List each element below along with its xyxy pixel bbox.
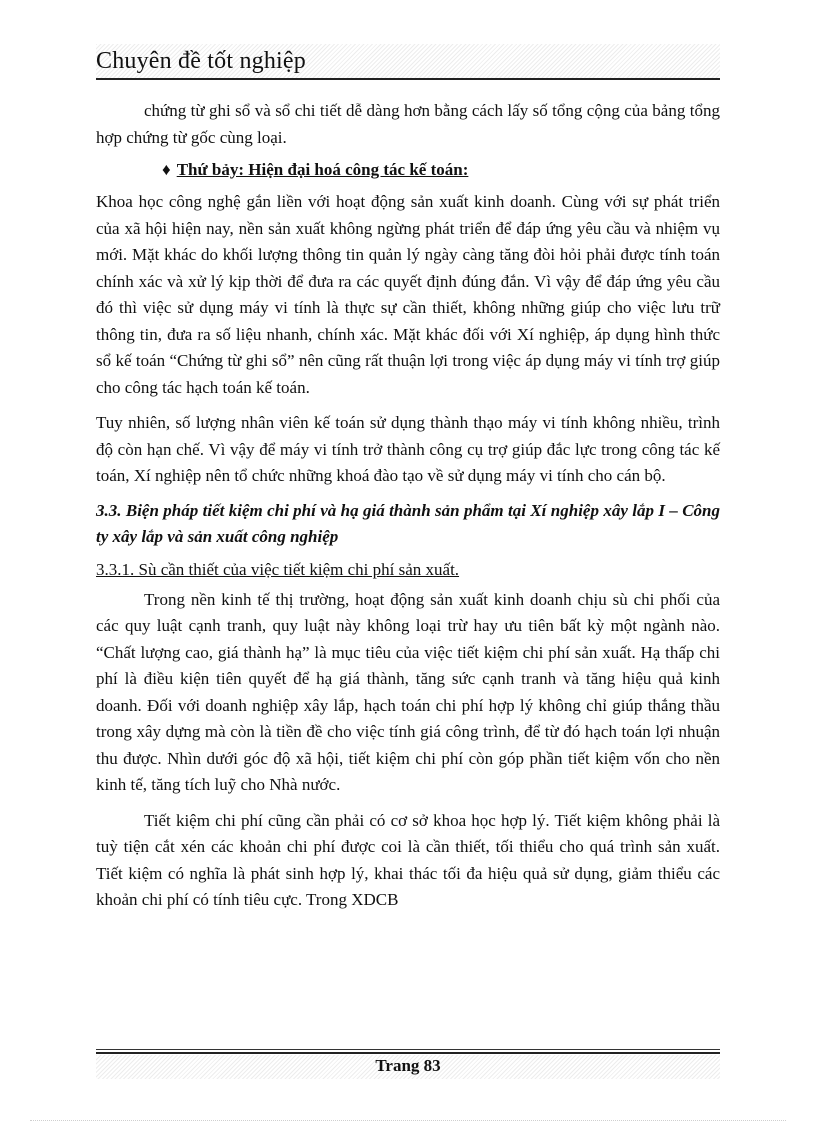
bullet-heading-text: Thứ bảy: Hiện đại hoá công tác kế toán:	[176, 160, 469, 179]
paragraph-5: Tiết kiệm chi phí cũng cần phải có cơ sở khoa học hợp lý. Tiết kiệm không phải là tuỳ tiện cắt xén các khoản chi phí được coi là cần thiết, tối thiểu cho quá trình sản xuất. Tiết kiệm có nghĩa là phát sinh hợp lý, khai thác tối đa hiệu quả sử dụng, giảm thiểu các khoản chi phí có tính tiêu cực. Trong XDCB	[96, 810, 720, 909]
page-header	[96, 44, 720, 80]
paragraph-2: Khoa học công nghệ gắn liền với hoạt động sản xuất kinh doanh. Cùng với sự phát triển của xã hội hiện nay, nền sản xuất không ngừng phát triển để đáp ứng yêu cầu và nhiệm vụ mới. Mặt khác do khối lượng thông tin quản lý ngày càng tăng đòi hỏi phải được tính toán chính xác và xử lý kịp thời để đưa ra các quyết định đúng đắn. Vì vậy để đáp ứng yêu cầu đó thì việc sử dụng máy vi tính là thực sự cần thiết, không những giúp cho việc lưu trữ thông tin, đưa ra số liệu nhanh, chính xác. Mặt khác đối với Xí nghiệp, áp dụng hình thức sổ kế toán “Chứng từ ghi sổ” nên cũng rất thuận lợi trong việc áp dụng máy vi tính trợ giúp cho công tác hạch toán kế toán.	[96, 192, 720, 397]
bullet-heading	[96, 157, 720, 183]
diamond-bullet-icon: ♦	[162, 160, 171, 179]
paragraph-3: Tuy nhiên, số lượng nhân viên kế toán sử dụng thành thạo máy vi tính không nhiều, trình độ còn hạn chế. Vì vậy để máy vi tính trở thành công cụ trợ giúp đắc lực trong công tác kế toán, Xí nghiệp nên tổ chức những khoá đào tạo về sử dụng máy vi tính cho cán bộ.	[96, 413, 720, 485]
page-footer	[96, 1055, 720, 1079]
footer-rule-thick	[96, 1052, 720, 1054]
paragraph-1: chứng từ ghi sổ và sổ chi tiết dễ dàng hơn bằng cách lấy số tổng cộng của bảng tổng hợp chứng từ gốc cùng loại.	[96, 101, 720, 147]
subsection-heading	[96, 557, 720, 583]
footer-rule-thin	[96, 1049, 720, 1050]
header-title: Chuyên đề tốt nghiệp	[96, 48, 306, 74]
section-heading: 3.3. Biện pháp tiết kiệm chi phí và hạ giá thành sản phẩm tại Xí nghiệp xây lắp I – Công ty xây lắp và sản xuất công nghiệp	[96, 500, 720, 546]
paragraph-4: Trong nền kinh tế thị trường, hoạt động sản xuất kinh doanh chịu sù chi phối của các quy luật cạnh tranh, quy luật này không loại trừ hay ưu tiên bất kỳ một ngành nào. “Chất lượng cao, giá thành hạ” là mục tiêu của việc tiết kiệm chi phí sản xuất. Hạ thấp chi phí là điều kiện tiên quyết để hạ giá thành, tăng sức cạnh tranh và tăng hiệu quả kinh doanh. Đối với doanh nghiệp xây lắp, hạch toán chi phí hợp lý không chỉ giúp thắng thầu trong xây dựng mà còn là tiền đề cho việc tính giá công trình, để từ đó hạch toán lợi nhuận thu được. Nhìn dưới góc độ xã hội, tiết kiệm chi phí còn góp phần tiết kiệm vốn cho nền kinh tế, tăng tích luỹ cho Nhà nước.	[96, 589, 720, 794]
page-edge-divider	[30, 1120, 786, 1121]
subsection-heading-text: 3.3.1. Sù cần thiết của việc tiết kiệm chi phí sản xuất.	[96, 559, 460, 579]
page-number: Trang 83	[375, 1056, 441, 1075]
page-body	[96, 98, 720, 914]
